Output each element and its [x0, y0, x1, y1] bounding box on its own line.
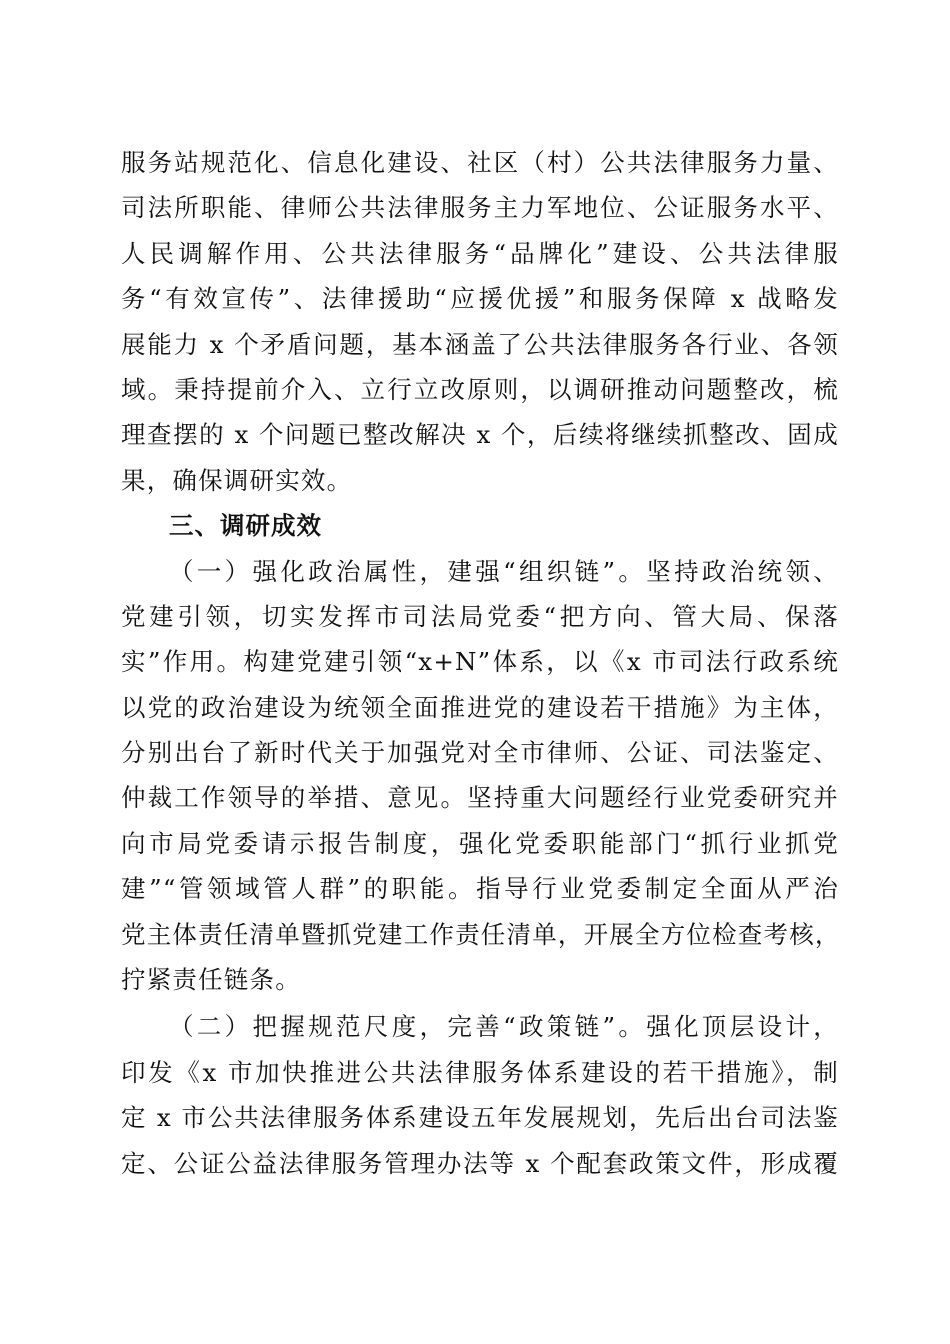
text-line: 司法所职能、律师公共法律服务主力军地位、公证服务水平、 — [121, 193, 839, 223]
text-line: 务“有效宣传”、法律援助“应援优援”和服务保障 x 战略发 — [121, 284, 839, 314]
body-text — [121, 140, 839, 1186]
section-heading: 三、调研成效 — [169, 511, 322, 541]
text-line: 仲裁工作领导的举措、意见。坚持重大问题经行业党委研究并 — [121, 783, 839, 813]
text-line: 党建引领，切实发挥市司法局党委“把方向、管大局、保落 — [121, 601, 839, 631]
text-line: 定、公证公益法律服务管理办法等 x 个配套政策文件，形成覆 — [121, 1148, 839, 1178]
text-line: 果，确保调研实效。 — [121, 465, 353, 495]
text-line: 域。秉持提前介入、立行立改原则，以调研推动问题整改，梳 — [121, 374, 839, 404]
text-line: 展能力 x 个矛盾问题，基本涵盖了公共法律服务各行业、各领 — [121, 329, 839, 359]
text-line: 建”“管领域管人群”的职能。指导行业党委制定全面从严治 — [121, 874, 839, 904]
text-line: 理查摆的 x 个问题已整改解决 x 个，后续将继续抓整改、固成 — [121, 420, 839, 450]
text-line: 拧紧责任链条。 — [121, 965, 301, 995]
text-line: 以党的政治建设为统领全面推进党的建设若干措施》为主体， — [121, 692, 839, 722]
text-line: 实”作用。构建党建引领“x+N”体系，以《x 市司法行政系统 — [121, 647, 839, 677]
text-line: 分别出台了新时代关于加强党对全市律师、公证、司法鉴定、 — [121, 738, 839, 768]
text-line: （一）强化政治属性，建强“组织链”。坚持政治统领、 — [169, 556, 839, 586]
paragraph-policy — [121, 1004, 839, 1186]
paragraph-continued — [121, 140, 839, 503]
text-line: 印发《x 市加快推进公共法律服务体系建设的若干措施》，制 — [121, 1057, 839, 1087]
text-line: 党主体责任清单暨抓党建工作责任清单，开展全方位检查考核， — [121, 919, 841, 949]
text-line: （二）把握规范尺度，完善“政策链”。强化顶层设计， — [169, 1012, 839, 1042]
paragraph-political — [121, 549, 839, 1003]
text-line: 向市局党委请示报告制度，强化党委职能部门“抓行业抓党 — [121, 828, 839, 858]
text-line: 服务站规范化、信息化建设、社区（村）公共法律服务力量、 — [121, 148, 839, 177]
text-line: 人民调解作用、公共法律服务“品牌化”建设、公共法律服 — [121, 238, 839, 268]
text-line: 定 x 市公共法律服务体系建设五年发展规划，先后出台司法鉴 — [121, 1103, 839, 1133]
